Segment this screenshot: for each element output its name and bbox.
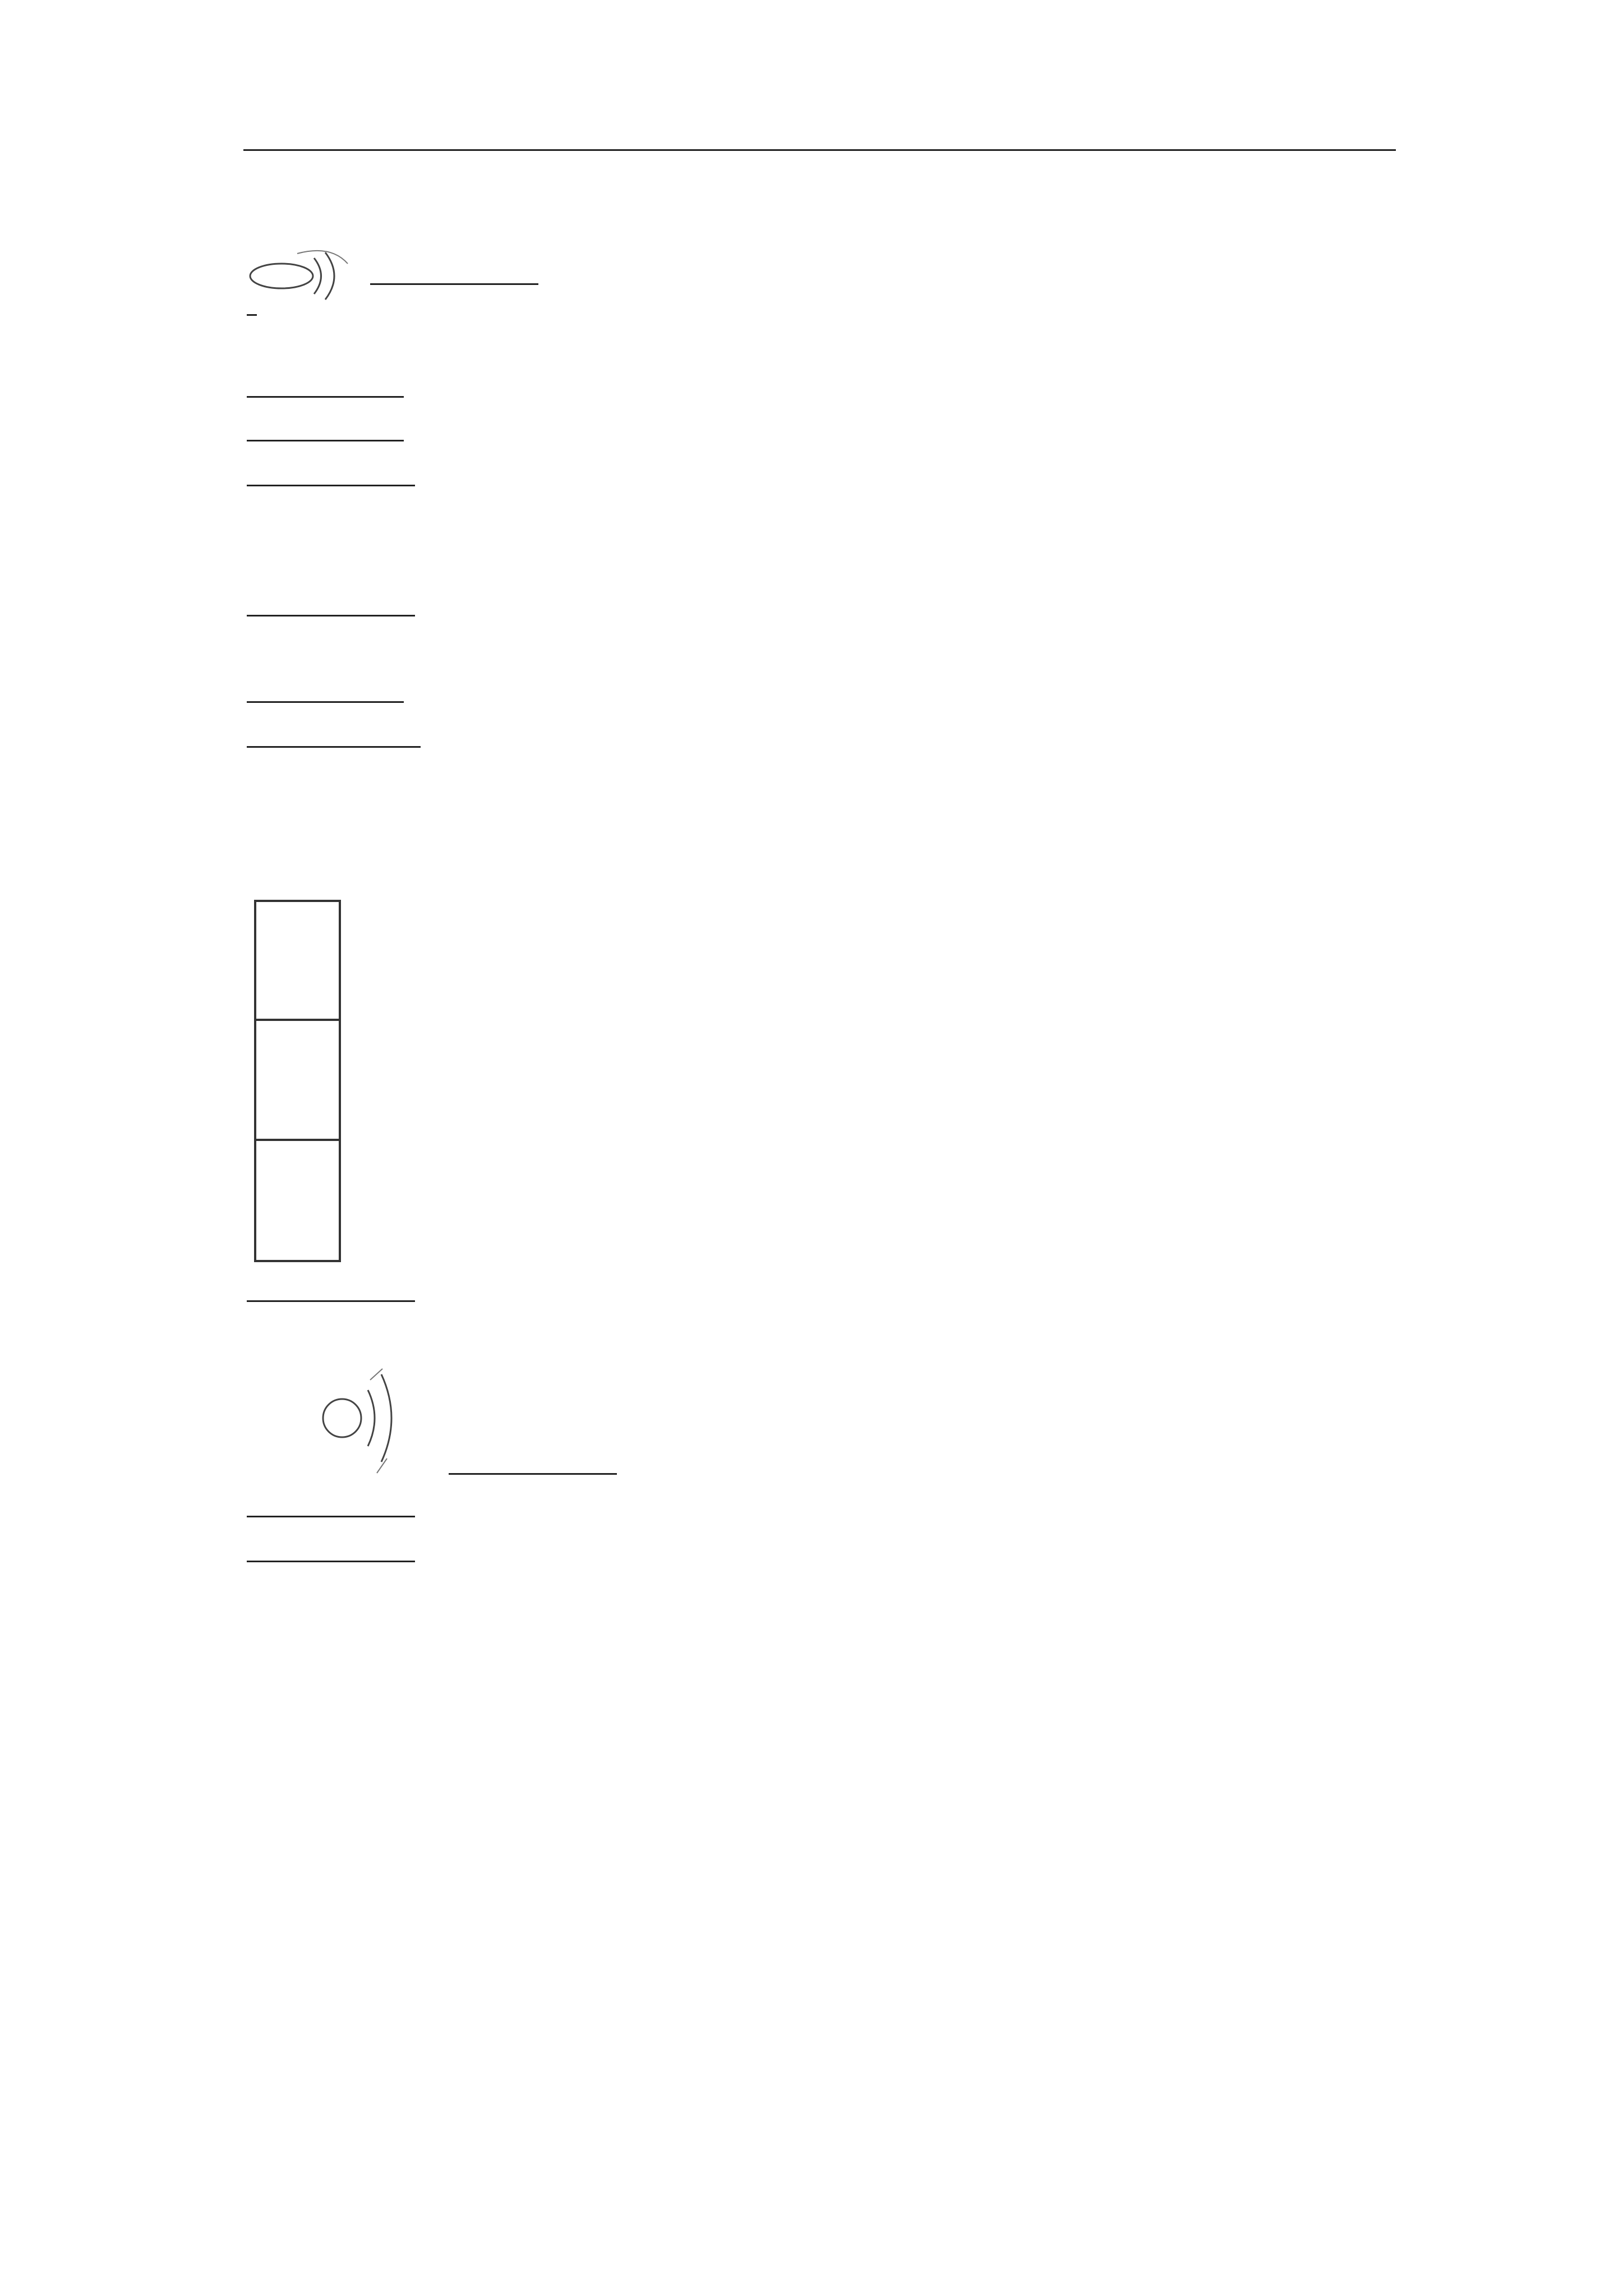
q19-part3 <box>247 1490 415 1525</box>
answer-blank[interactable] <box>247 414 404 441</box>
answer-blank[interactable] <box>247 675 404 703</box>
answer-blank[interactable] <box>247 1535 415 1562</box>
header-rule <box>243 149 1396 151</box>
q18-part2-line2 <box>247 675 411 711</box>
period-label-1 <box>254 900 341 1021</box>
period-label-2 <box>254 1019 341 1141</box>
q17-part1 <box>247 247 550 309</box>
q18-part1 <box>247 589 415 624</box>
q18-part3 <box>247 720 421 756</box>
answer-blank[interactable] <box>247 288 257 316</box>
q19-part1 <box>247 1274 426 1310</box>
answer-blank[interactable] <box>370 257 538 285</box>
answer-blank[interactable] <box>247 589 415 616</box>
answer-blank[interactable] <box>247 370 404 398</box>
q19-part4 <box>247 1535 415 1570</box>
answer-blank[interactable] <box>247 459 415 486</box>
q19-part2-rest <box>449 1447 628 1483</box>
answer-blank[interactable] <box>247 720 421 748</box>
atom-diagram-x <box>247 247 370 309</box>
answer-blank[interactable] <box>247 1274 415 1302</box>
answer-blank[interactable] <box>247 1490 415 1517</box>
period-label-3 <box>254 1139 341 1262</box>
aluminum-ion-diagram <box>314 1363 415 1475</box>
periodic-table <box>254 900 1168 1262</box>
q17-part1-line2 <box>247 288 257 332</box>
answer-blank[interactable] <box>449 1447 617 1475</box>
q17-part2-line2 <box>247 414 404 449</box>
q17-part2 <box>247 370 404 406</box>
q17-part3 <box>247 459 421 494</box>
